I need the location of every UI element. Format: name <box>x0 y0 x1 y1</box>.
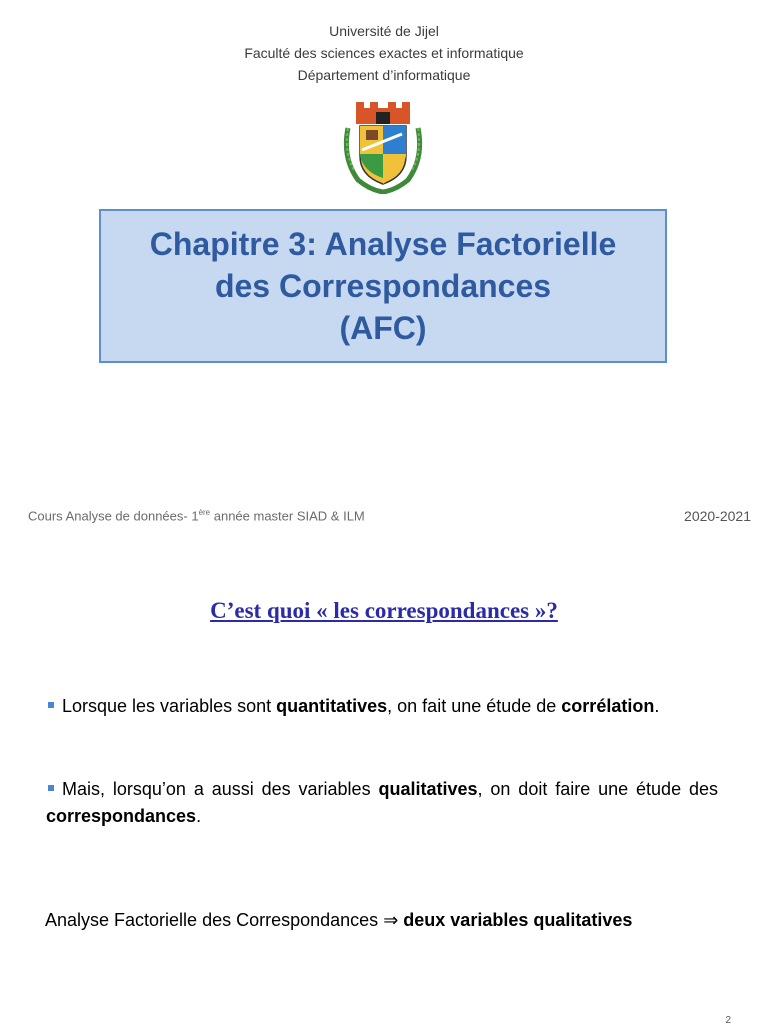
bullet-square-icon <box>48 702 54 708</box>
university-seal-icon <box>340 98 426 194</box>
chapter-title-line-3: (AFC) <box>339 310 427 346</box>
bullet-keyword: qualitatives <box>378 779 478 799</box>
bullet-keyword: quantitatives <box>276 696 388 716</box>
university-header <box>0 20 768 86</box>
course-suffix: année master SIAD & ILM <box>210 508 365 524</box>
bullet-square-icon <box>48 785 54 791</box>
chapter-title-box <box>99 209 667 363</box>
bullet-text: , on doit faire une étude des <box>477 779 718 799</box>
bullet-text: Mais, lorsqu’on a aussi des variables <box>62 779 379 799</box>
conclusion-keyword: deux variables qualitatives <box>398 910 633 930</box>
academic-year: 2020-2021 <box>684 508 751 524</box>
bullet-text: . <box>654 696 660 716</box>
course-footer <box>28 508 365 523</box>
bullet-text: Lorsque les variables sont <box>62 696 277 716</box>
bullet-keyword: corrélation <box>561 696 655 716</box>
page-number: 2 <box>725 1015 731 1026</box>
faculty-name: Faculté des sciences exactes et informatique <box>244 45 524 61</box>
bullet-keyword: correspondances <box>46 806 197 826</box>
bullet-text: , on fait une étude de <box>387 696 562 716</box>
university-name: Université de Jijel <box>329 23 439 39</box>
department-name: Département d’informatique <box>297 67 471 83</box>
course-prefix: Cours Analyse de données- 1 <box>28 508 199 524</box>
conclusion-line <box>45 910 632 931</box>
bullet-text: . <box>196 806 202 826</box>
bullet-item <box>46 776 718 830</box>
implies-arrow-icon: ⇒ <box>383 910 399 930</box>
conclusion-text: Analyse Factorielle des Correspondances <box>45 910 384 930</box>
chapter-title-line-2: des Correspondances <box>214 268 552 304</box>
section-question: C’est quoi « les correspondances »? <box>210 598 558 623</box>
chapter-title-line-1: Chapitre 3: Analyse Factorielle <box>149 226 617 262</box>
course-superscript: ère <box>198 508 211 517</box>
bullet-item <box>46 693 718 720</box>
